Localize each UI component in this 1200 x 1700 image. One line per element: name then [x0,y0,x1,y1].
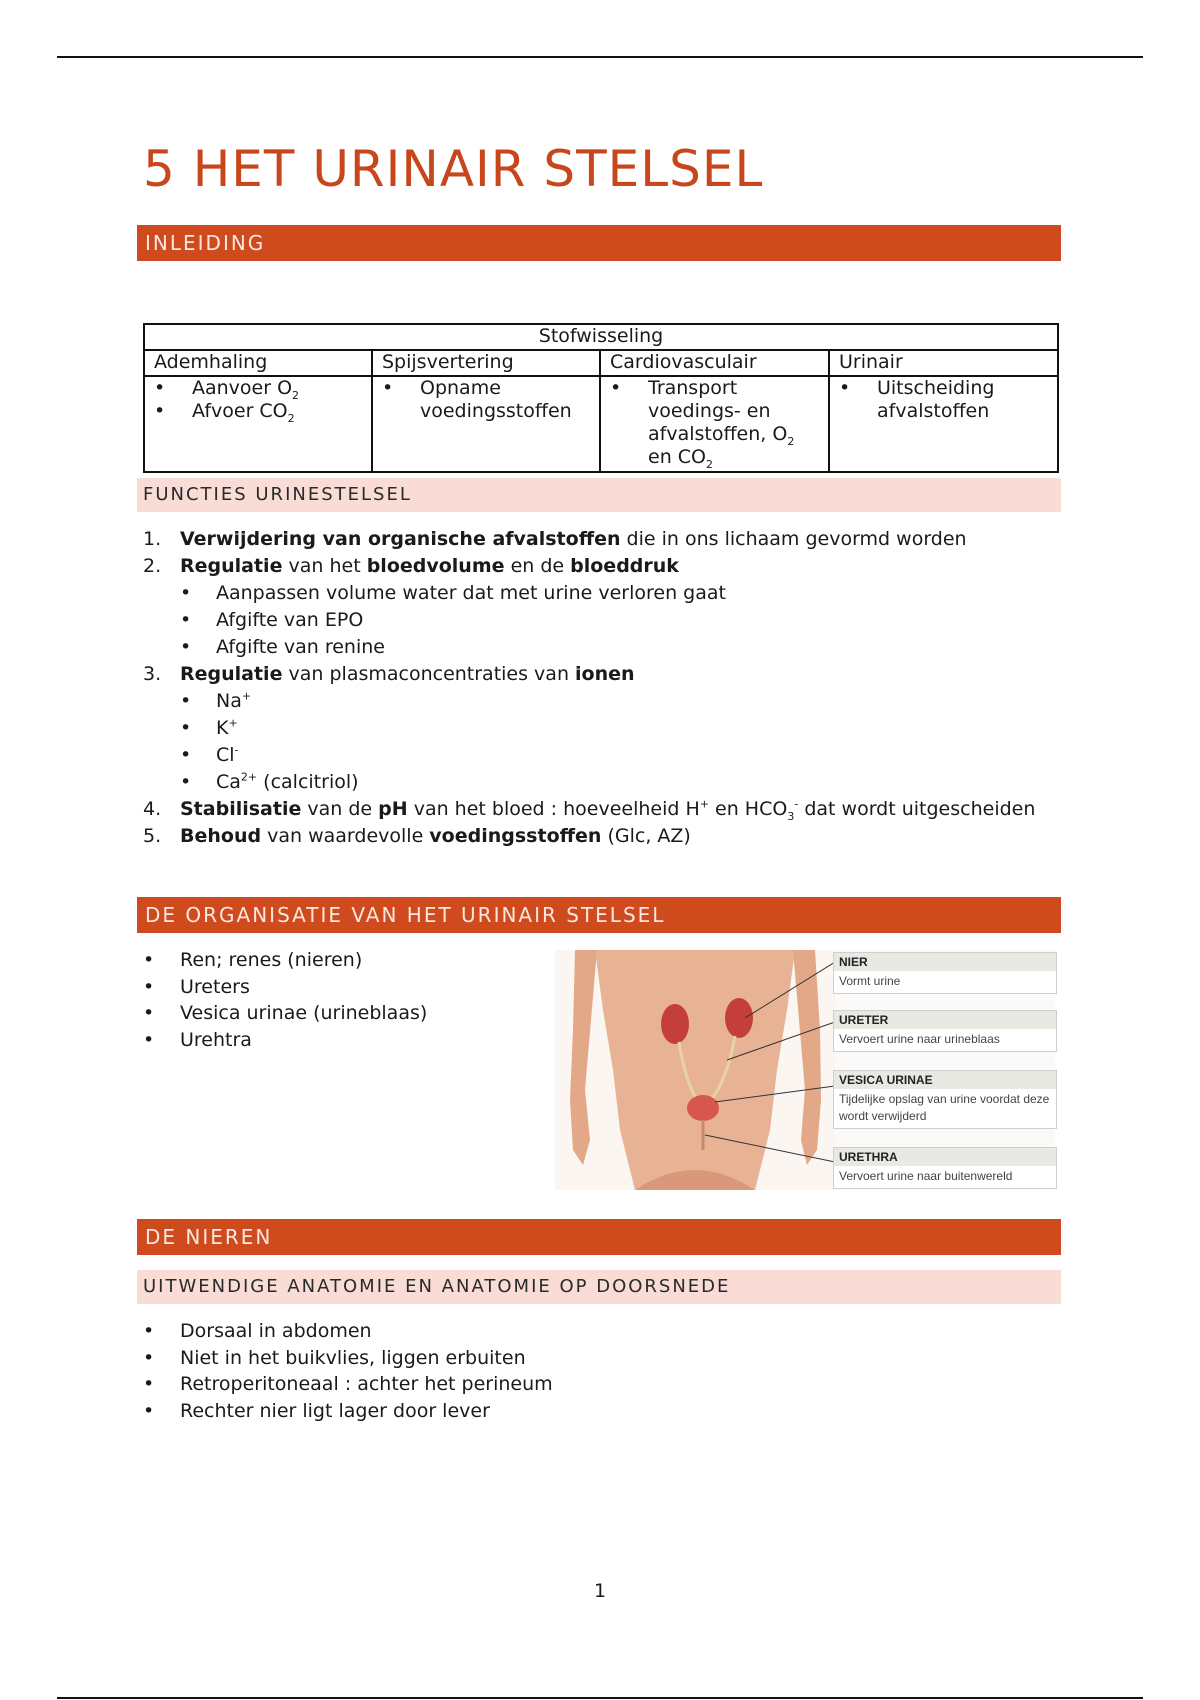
list-item: 2. Regulatie van het bloedvolume en de bloeddruk [143,555,679,577]
table-cell [372,376,600,472]
page-title: 5 HET URINAIR STELSEL [143,140,764,198]
callout-ureter [833,1010,1057,1052]
callout-text: Vormt urine [839,974,901,988]
list-item: 5. Behoud van waardevolle voedingsstoffen (Glc, AZ) [143,825,691,847]
sub-list-item: • Afgifte van EPO [143,607,1063,634]
sub-list-item: • K+ [143,715,1063,742]
stofwisseling-table [143,323,1059,473]
column-header: Ademhaling [144,350,372,376]
list-item: • Urehtra [143,1027,427,1054]
callout-vesica [833,1070,1057,1129]
list-item: • Transport voedings- en afvalstoffen, $O_2$ en $CO_2$ [610,377,819,469]
list-item: • Retroperitoneaal : achter het perineum [143,1371,553,1398]
callout-title: URETER [834,1011,1056,1029]
section-heading-organisatie: DE ORGANISATIE VAN HET URINAIR STELSEL [137,897,1061,933]
callout-text: Tijdelijke opslag van urine voordat deze wordt verwijderd [839,1092,1050,1123]
table-cell [600,376,829,472]
column-header: Urinair [829,350,1058,376]
callout-title: URETHRA [834,1148,1056,1166]
table-cell [829,376,1058,472]
list-item: • Vesica urinae (urineblaas) [143,1000,427,1027]
column-header: Spijsvertering [372,350,600,376]
list-item: • Ren; renes (nieren) [143,947,427,974]
list-item: • Afvoer $CO_2$ [154,400,362,423]
functies-list [143,526,1063,850]
page-number: 1 [593,1580,607,1602]
list-item: 1. Verwijdering van organische afvalstoffen die in ons lichaam gevormd worden [143,528,967,550]
list-item: • Uitscheiding afvalstoffen [839,377,1048,423]
list-item: • Aanvoer $O_2$ [154,377,362,400]
section-heading-nieren: DE NIEREN [137,1219,1061,1255]
sub-list-item: • Aanpassen volume water dat met urine verloren gaat [143,580,1063,607]
bottom-rule [57,1697,1143,1699]
callout-urethra [833,1147,1057,1189]
list-item: • Rechter nier ligt lager door lever [143,1398,553,1425]
bladder [687,1095,719,1121]
column-header: Cardiovasculair [600,350,829,376]
kidney-right [725,998,753,1038]
section-heading-anatomie: UITWENDIGE ANATOMIE EN ANATOMIE OP DOORSNEDE [137,1270,1061,1304]
urinary-system-figure [555,950,1055,1190]
top-rule [57,56,1143,58]
list-item: 3. Regulatie van plasmaconcentraties van ionen [143,663,635,685]
callout-text: Vervoert urine naar urineblaas [839,1032,1000,1046]
anatomie-list [143,1318,553,1424]
callout-title: VESICA URINAE [834,1071,1056,1089]
sub-list-item: • Na+ [143,688,1063,715]
organisatie-list [143,947,427,1053]
table-cell [144,376,372,472]
sub-list-item: • Afgifte van renine [143,634,1063,661]
list-item: • Ureters [143,974,427,1001]
section-heading-inleiding: INLEIDING [137,225,1061,261]
list-item: • Niet in het buikvlies, liggen erbuiten [143,1345,553,1372]
list-item: • Dorsaal in abdomen [143,1318,553,1345]
section-heading-functies: FUNCTIES URINESTELSEL [137,478,1061,512]
sub-list-item: • Cl- [143,742,1063,769]
callout-text: Vervoert urine naar buitenwereld [839,1169,1013,1183]
kidney-left [661,1004,689,1044]
callout-title: NIER [834,953,1056,971]
list-item: 4. Stabilisatie van de pH van het bloed : hoeveelheid H+ en $HCO_3^-$ dat wordt uitgescheiden [143,797,1036,823]
body-illustration [555,950,835,1190]
list-item: • Opname voedingsstoffen [382,377,590,423]
table-header: Stofwisseling [144,324,1058,350]
callout-nier [833,952,1057,994]
sub-list-item: • $Ca^{2+}$ (calcitriol) [143,769,1063,796]
